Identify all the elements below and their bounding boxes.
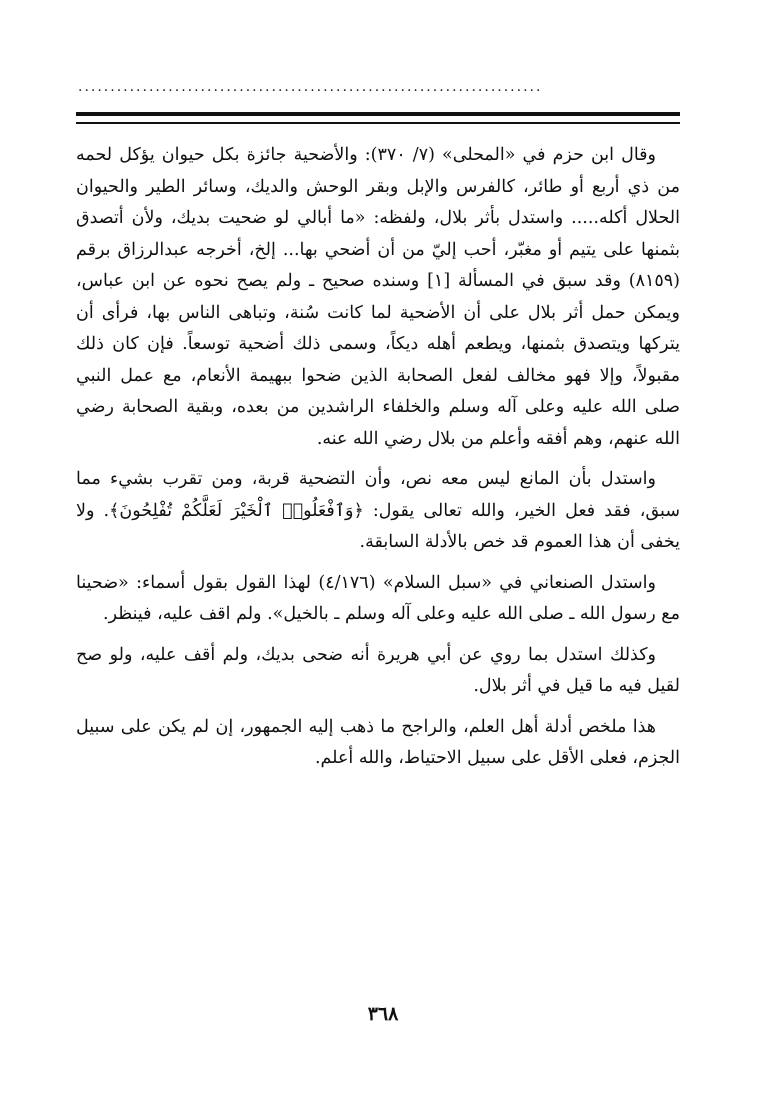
header-rule-thin [76, 122, 680, 124]
dotted-leader: ........................................................................ [78, 80, 543, 94]
body-text [76, 140, 680, 784]
page-number: ٣٦٨ [367, 1003, 399, 1025]
paragraph-1: وقال ابن حزم في «المحلى» (٧/ ٣٧٠): والأضحية جائزة بكل حيوان يؤكل لحمه من ذي أربع أو طائر، كالفرس والإبل وبقر الوحش والديك، وسائر الطير والحيوان الحلال أكله..... واستدل بأثر بلال، ولفظه: «ما أبالي لو ضحيت بديك، ولأن أتصدق بثمنها على يتيم أو مغبّر، أحب إليّ من أن أضحي بها... إلخ، أخرجه عبدالرزاق برقم (٨١٥٩) وقد سبق في المسألة [١] وسنده صحيح ـ ولم يصح نحوه عن ابن عباس، ويمكن حمل أثر بلال على أن الأضحية لما كانت سُنة، وتباهى الناس بها، فرأى أن يتركها ويتصدق بثمنها، ويطعم أهله ديكاً، وسمى ذلك أضحية توسعاً. فإن كان ذلك مقبولاً، وإلا فهو مخالف لفعل الصحابة الذين ضحوا ببهيمة الأنعام، مع عمل النبي صلى الله عليه وعلى آله وسلم والخلفاء الراشدين من بعده، وبقية الصحابة رضي الله عنهم، وهم أفقه وأعلم من بلال رضي الله عنه. [76, 145, 680, 449]
paragraph-3: واستدل الصنعاني في «سبل السلام» (٤/١٧٦) لهذا القول بقول أسماء: «ضحينا مع رسول الله ـ صلى الله عليه وعلى آله وسلم ـ بالخيل». ولم اقف عليه، فينظر. [76, 572, 680, 624]
header-rule-thick [76, 112, 680, 116]
paragraph-2: واستدل بأن المانع ليس معه نص، وأن التضحية قربة، ومن تقرب بشيء مما سبق، فقد فعل الخير، والله تعالى يقول: ﴿وَٱفْعَلُوا۟ ٱلْخَيْرَ لَعَلَّكُمْ تُفْلِحُونَ﴾. ولا يخفى أن هذا العموم قد خص بالأدلة السابقة. [76, 469, 680, 552]
paragraph-4: وكذلك استدل بما روي عن أبي هريرة أنه ضحى بديك، ولم أقف عليه، ولو صح لقيل فيه ما قيل في أثر بلال. [76, 644, 680, 696]
paragraph-5: هذا ملخص أدلة أهل العلم، والراجح ما ذهب إليه الجمهور، إن لم يكن على سبيل الجزم، فعلى الأقل على سبيل الاحتياط، والله أعلم. [76, 716, 680, 768]
